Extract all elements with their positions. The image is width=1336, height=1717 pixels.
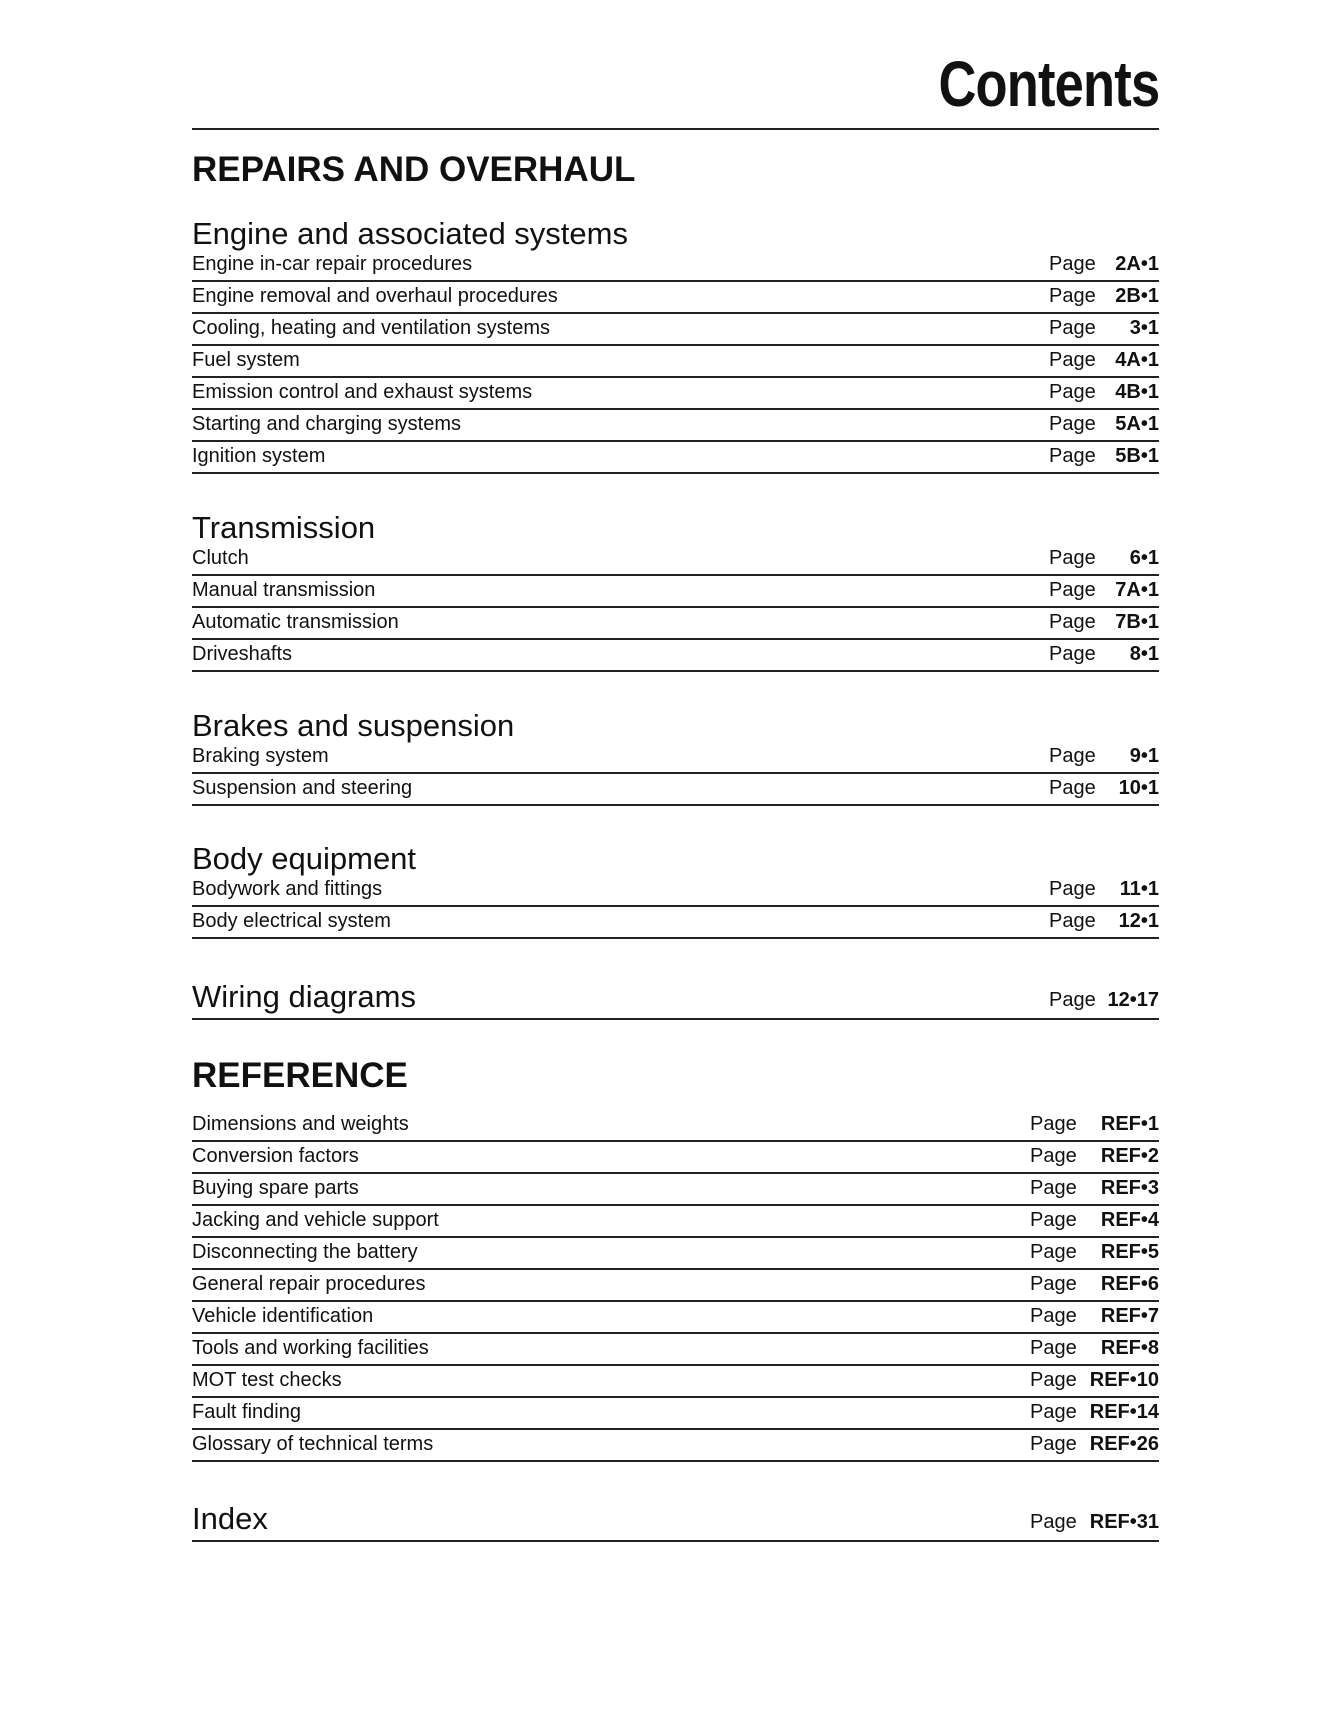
part-heading-reference: REFERENCE xyxy=(192,1056,408,1095)
toc-entry[interactable] xyxy=(192,1430,1159,1462)
toc-entry[interactable] xyxy=(192,314,1159,346)
toc-entry-label: Vehicle identification xyxy=(192,1305,374,1327)
toc-page-number: 5B•1 xyxy=(1115,445,1159,467)
toc-page-word: Page xyxy=(1049,777,1096,799)
toc-entry[interactable] xyxy=(192,346,1159,378)
toc-entry[interactable] xyxy=(192,608,1159,640)
toc-page-number: REF•2 xyxy=(1100,1145,1159,1167)
toc-entry-label: Braking system xyxy=(192,745,329,767)
toc-page-word: Page xyxy=(1030,1209,1077,1231)
toc-entry-label: Driveshafts xyxy=(192,643,293,665)
toc-entry[interactable] xyxy=(192,1174,1159,1206)
toc-entry[interactable] xyxy=(192,1142,1159,1174)
toc-page-number: 4A•1 xyxy=(1115,349,1159,371)
section-heading-engine: Engine and associated systems xyxy=(192,216,628,251)
toc-page-number: 10•1 xyxy=(1118,777,1159,799)
toc-entry-label: Body electrical system xyxy=(192,910,391,932)
toc-entry-label: Jacking and vehicle support xyxy=(192,1209,439,1231)
toc-entry-label: MOT test checks xyxy=(192,1369,342,1391)
toc-page-word: Page xyxy=(1030,1241,1077,1263)
toc-entry-index[interactable] xyxy=(192,1490,1159,1542)
toc-page-word: Page xyxy=(1030,1369,1077,1391)
toc-page-word: Page xyxy=(1030,1511,1077,1533)
toc-entry[interactable] xyxy=(192,1238,1159,1270)
toc-page-number: REF•3 xyxy=(1100,1177,1159,1199)
toc-page-word: Page xyxy=(1030,1145,1077,1167)
toc-entry[interactable] xyxy=(192,576,1159,608)
toc-page-word: Page xyxy=(1049,910,1096,932)
toc-page-word: Page xyxy=(1049,643,1096,665)
toc-page-word: Page xyxy=(1030,1401,1077,1423)
toc-page-number: REF•14 xyxy=(1089,1401,1159,1423)
toc-entry-wiring[interactable] xyxy=(192,968,1159,1020)
toc-page-number: REF•8 xyxy=(1100,1337,1159,1359)
section-heading-body: Body equipment xyxy=(192,841,417,876)
toc-entry[interactable] xyxy=(192,410,1159,442)
toc-page-word: Page xyxy=(1049,745,1096,767)
part-heading-repairs: REPAIRS AND OVERHAUL xyxy=(192,150,636,189)
toc-entry-label: Conversion factors xyxy=(192,1145,359,1167)
toc-page-word: Page xyxy=(1030,1433,1077,1455)
toc-page-number: 11•1 xyxy=(1119,878,1159,900)
toc-page-number: 7B•1 xyxy=(1115,611,1159,633)
toc-page-number: 4B•1 xyxy=(1115,381,1159,403)
toc-page-number: 3•1 xyxy=(1129,317,1159,339)
toc-page-word: Page xyxy=(1030,1273,1077,1295)
toc-page-number: REF•7 xyxy=(1100,1305,1159,1327)
toc-entry-label: Wiring diagrams xyxy=(192,979,416,1014)
toc-entry[interactable] xyxy=(192,1398,1159,1430)
toc-page-number: REF•4 xyxy=(1100,1209,1159,1231)
toc-entry-label: Engine in-car repair procedures xyxy=(192,253,473,275)
toc-entry-label: Fuel system xyxy=(192,349,300,371)
toc-page-number: 6•1 xyxy=(1129,547,1159,569)
toc-page-number: 12•17 xyxy=(1107,989,1159,1011)
toc-page-number: REF•31 xyxy=(1089,1511,1159,1533)
section-heading-transmission: Transmission xyxy=(192,510,376,545)
toc-entry-label: Bodywork and fittings xyxy=(192,878,383,900)
toc-entry-label: Dimensions and weights xyxy=(192,1113,409,1135)
toc-entry[interactable] xyxy=(192,1334,1159,1366)
toc-page-number: 8•1 xyxy=(1129,643,1159,665)
toc-page-word: Page xyxy=(1030,1177,1077,1199)
toc-entry[interactable] xyxy=(192,1110,1159,1142)
toc-entry-label: Fault finding xyxy=(192,1401,301,1423)
toc-page-word: Page xyxy=(1049,579,1096,601)
toc-page-number: 2A•1 xyxy=(1115,253,1159,275)
toc-entry[interactable] xyxy=(192,774,1159,806)
toc-page-number: REF•26 xyxy=(1089,1433,1159,1455)
toc-entry-label: Suspension and steering xyxy=(192,777,413,799)
toc-page-word: Page xyxy=(1049,445,1096,467)
toc-page-word: Page xyxy=(1030,1337,1077,1359)
toc-page-word: Page xyxy=(1049,989,1096,1011)
toc-entry[interactable] xyxy=(192,1206,1159,1238)
toc-entry[interactable] xyxy=(192,544,1159,576)
page-title: Contents xyxy=(938,48,1159,120)
toc-entry[interactable] xyxy=(192,640,1159,672)
toc-entry-label: Index xyxy=(192,1501,268,1536)
toc-entry-label: Disconnecting the battery xyxy=(192,1241,418,1263)
toc-entry-label: Cooling, heating and ventilation systems xyxy=(192,317,550,339)
toc-entry[interactable] xyxy=(192,742,1159,774)
toc-entry[interactable] xyxy=(192,378,1159,410)
toc-entry-label: Automatic transmission xyxy=(192,611,399,633)
toc-page-word: Page xyxy=(1049,317,1096,339)
toc-page-word: Page xyxy=(1049,878,1096,900)
toc-page-number: REF•6 xyxy=(1100,1273,1159,1295)
toc-entry-label: Buying spare parts xyxy=(192,1177,359,1199)
toc-entry-label: Engine removal and overhaul procedures xyxy=(192,285,558,307)
toc-entry-label: General repair procedures xyxy=(192,1273,426,1295)
toc-entry-label: Emission control and exhaust systems xyxy=(192,381,533,403)
toc-entry[interactable] xyxy=(192,1270,1159,1302)
toc-entry-label: Starting and charging systems xyxy=(192,413,462,435)
section-heading-brakes: Brakes and suspension xyxy=(192,708,515,743)
toc-entry-label: Glossary of technical terms xyxy=(192,1433,434,1455)
toc-page-number: REF•5 xyxy=(1100,1241,1159,1263)
toc-entry-label: Clutch xyxy=(192,547,249,569)
toc-entry[interactable] xyxy=(192,1366,1159,1398)
toc-entry-label: Tools and working facilities xyxy=(192,1337,429,1359)
toc-page-word: Page xyxy=(1049,381,1096,403)
toc-entry[interactable] xyxy=(192,442,1159,474)
toc-entry-label: Manual transmission xyxy=(192,579,376,601)
toc-entry-label: Ignition system xyxy=(192,445,326,467)
toc-page-number: 12•1 xyxy=(1118,910,1159,932)
toc-page-number: 9•1 xyxy=(1129,745,1159,767)
toc-page-number: REF•1 xyxy=(1100,1113,1159,1135)
toc-page-word: Page xyxy=(1049,611,1096,633)
toc-page-number: 2B•1 xyxy=(1115,285,1159,307)
toc-entry[interactable] xyxy=(192,907,1159,939)
toc-entry[interactable] xyxy=(192,282,1159,314)
toc-page-number: REF•10 xyxy=(1089,1369,1159,1391)
toc-page-word: Page xyxy=(1030,1113,1077,1135)
toc-entry[interactable] xyxy=(192,875,1159,907)
toc-page-word: Page xyxy=(1049,547,1096,569)
toc-page-word: Page xyxy=(1030,1305,1077,1327)
title-rule xyxy=(192,128,1159,130)
toc-page-word: Page xyxy=(1049,349,1096,371)
toc-page-number: 5A•1 xyxy=(1115,413,1159,435)
toc-page-word: Page xyxy=(1049,413,1096,435)
toc-entry[interactable] xyxy=(192,250,1159,282)
toc-page-word: Page xyxy=(1049,253,1096,275)
toc-entry[interactable] xyxy=(192,1302,1159,1334)
toc-page-word: Page xyxy=(1049,285,1096,307)
toc-page-number: 7A•1 xyxy=(1115,579,1159,601)
